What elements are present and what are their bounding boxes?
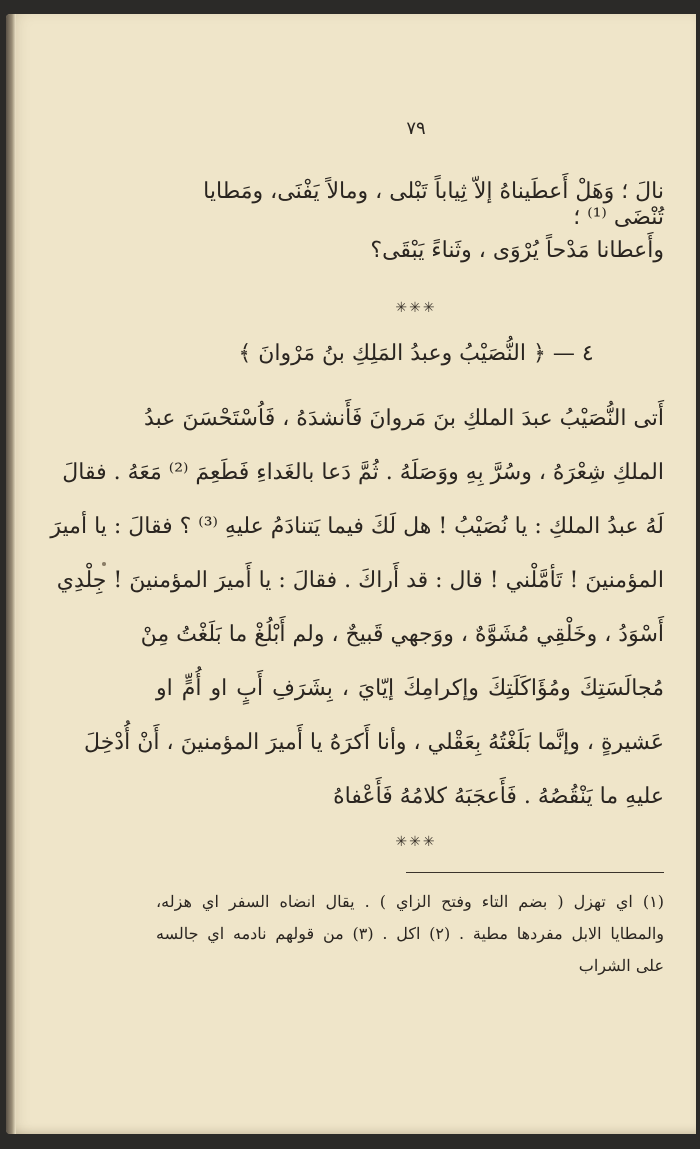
- section-separator: ✳✳✳: [395, 300, 437, 316]
- verse-line-1: نالَ ؛ وَهَلْ أَعطَيناهُ إلاّ ثِياباً تَبْلى ، ومالاً يَفْنَى، ومَطايا تُنْضَى ⁽¹⁾ ؛: [203, 179, 664, 231]
- footnote-line: على الشراب: [578, 956, 664, 975]
- footnote-line: والمطايا الابل مفردها مطية . (٢) اكل . (٣) من قولهم نادمه اي جالسه: [156, 924, 664, 943]
- verse-line-2: وأَعطانا مَدْحاً يُرْوَى ، وثَناءً يَبْقَى؟: [370, 238, 664, 263]
- section-title: ٤ — ﴿ النُّصَيْبُ وعبدُ المَلِكِ بنُ مَرْوانَ ﴾: [238, 341, 594, 366]
- page-content: [50, 14, 676, 1134]
- page-number: ٧٩: [406, 118, 426, 139]
- body-text: [50, 392, 664, 824]
- body-line: مُجالَسَتِكَ ومُؤَاكَلَتِكَ وإكرامِكَ إيّايَ ، بِشَرَفِ أَبٍ او أُمٍّ او: [156, 676, 664, 701]
- body-line: أَسْوَدُ ، وخَلْقِي مُشَوَّهٌ ، ووَجهي قَبيحٌ ، ولم أَبْلُغْ ما بَلَغْتُ مِنْ: [140, 622, 664, 647]
- body-line: لَهُ عبدُ الملكِ : يا نُصَيْبُ ! هل لَكَ فيما يَتنادَمُ عليهِ ⁽³⁾ ؟ فقالَ : يا أميرَ: [50, 514, 664, 539]
- footnote-line: (١) اي تهزل ( بضم التاء وفتح الزاي ) . يقال انضاه السفر اي هزله،: [156, 892, 664, 911]
- end-separator: ✳✳✳: [395, 834, 437, 850]
- body-line: أَتى النُّصَيْبُ عبدَ الملكِ بنَ مَروانَ فَأَنشدَهُ ، فَاُسْتَحْسَنَ عبدُ: [144, 406, 664, 431]
- body-line: عَشيرةٍ ، وإنَّما بَلَغْتُهُ بِعَقْلي ، وأنا أَكرَهُ يا أَميرَ المؤمنينَ ، أَنْ أُدْخِلَ: [84, 730, 664, 755]
- body-line: عليهِ ما يَنْقُصُهُ . فَأَعجَبَهُ كلامُهُ فَأَعْفاهُ: [333, 784, 664, 809]
- book-page: [6, 14, 696, 1134]
- book-spine: [6, 14, 16, 1134]
- footnote-rule: [406, 872, 664, 873]
- footnotes: [156, 886, 664, 982]
- body-line: المؤمنينَ ! تَأمَّلْني ! قال : قد أَراكَ . فقالَ : يا أَميرَ المؤمنينَ ! جِلْدِي: [56, 568, 664, 593]
- body-line: الملكِ شِعْرَهُ ، وسُرَّ بِهِ ووَصَلَهُ . ثُمَّ دَعا بالغَداءِ فَطَعِمَ ⁽²⁾ مَعَهُ . فقالَ: [62, 460, 664, 485]
